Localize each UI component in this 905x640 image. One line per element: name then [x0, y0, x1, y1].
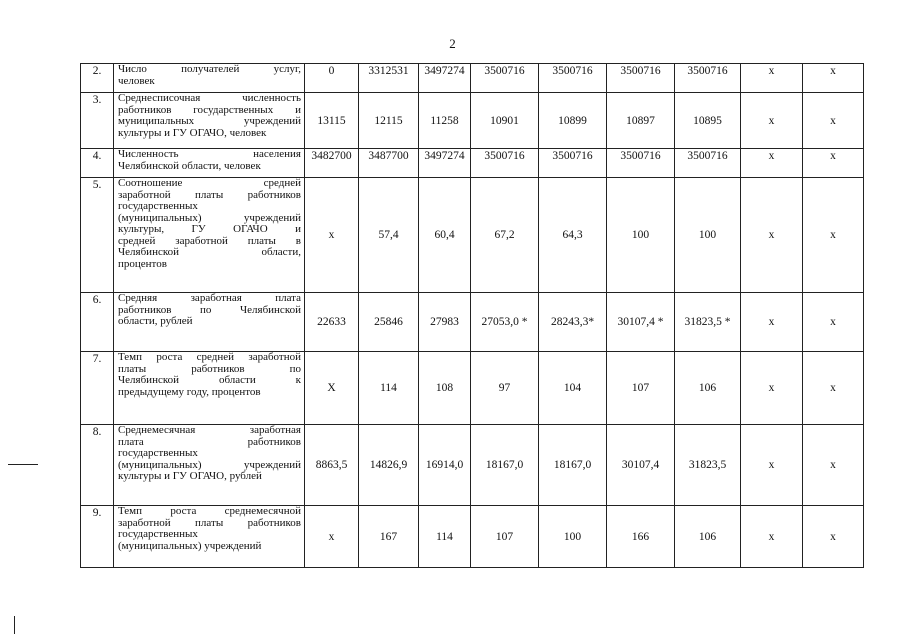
- value-cell: 114: [359, 352, 419, 425]
- indicator-name-line: культуры, ГУ ОГАЧО и: [118, 223, 301, 235]
- value-cell: 18167,0: [471, 425, 539, 506]
- value-cell: х: [741, 506, 803, 568]
- indicator-name-line: Средняя заработная плата: [118, 292, 301, 304]
- value-cell: 8863,5: [305, 425, 359, 506]
- indicator-name-line: Челябинской области к: [118, 374, 301, 386]
- indicator-name-line: культуры и ГУ ОГАЧО, рублей: [118, 470, 262, 482]
- value-cell: 3482700: [305, 149, 359, 178]
- indicator-name: [114, 64, 305, 93]
- value-cell: 10895: [675, 93, 741, 149]
- value-cell: х: [803, 506, 864, 568]
- indicator-name-line: заработной платы работников: [118, 516, 301, 529]
- value-cell: 3500716: [607, 149, 675, 178]
- indicator-name-line: работников по Челябинской: [118, 303, 301, 316]
- value-cell: 0: [305, 64, 359, 93]
- value-cell: 57,4: [359, 178, 419, 293]
- indicator-name-line: Число получателей услуг,: [118, 63, 301, 75]
- indicator-name-line: Темп роста среднемесячной: [118, 505, 301, 517]
- value-cell: 13115: [305, 93, 359, 149]
- value-cell: 100: [539, 506, 607, 568]
- indicator-name-line: Челябинской области,: [118, 246, 301, 258]
- value-cell: 3500716: [471, 149, 539, 178]
- margin-tick: [14, 616, 15, 634]
- row-number: 2.: [81, 64, 114, 93]
- value-cell: 166: [607, 506, 675, 568]
- indicator-name-line: человек: [118, 74, 155, 87]
- row-number: 3.: [81, 93, 114, 149]
- table-row: [81, 506, 864, 568]
- indicator-name-line: Соотношение средней: [118, 177, 301, 189]
- value-cell: 10901: [471, 93, 539, 149]
- indicator-name: [114, 293, 305, 352]
- value-cell: 12115: [359, 93, 419, 149]
- table-row: [81, 149, 864, 178]
- value-cell: х: [741, 64, 803, 93]
- value-cell: 10897: [607, 93, 675, 149]
- indicator-name-line: государственных: [118, 447, 198, 459]
- row-number: 5.: [81, 178, 114, 293]
- value-cell: 64,3: [539, 178, 607, 293]
- value-cell: 108: [419, 352, 471, 425]
- indicator-name-line: Среднемесячная заработная: [118, 424, 301, 436]
- value-cell: 114: [419, 506, 471, 568]
- indicator-name-line: платы работников по: [118, 362, 301, 375]
- value-cell: 30107,4: [607, 425, 675, 506]
- value-cell: х: [741, 293, 803, 352]
- value-cell: 3500716: [471, 64, 539, 93]
- value-cell: 3487700: [359, 149, 419, 178]
- page-number: 2: [449, 36, 456, 51]
- value-cell: х: [803, 352, 864, 425]
- value-cell: 11258: [419, 93, 471, 149]
- value-cell: 14826,9: [359, 425, 419, 506]
- indicator-name-line: Челябинской области, человек: [118, 159, 261, 172]
- indicator-name-line: области, рублей: [118, 315, 193, 327]
- indicator-name: [114, 425, 305, 506]
- value-cell: 100: [675, 178, 741, 293]
- margin-mark: [8, 464, 38, 465]
- value-cell: 3500716: [607, 64, 675, 93]
- value-cell: 3497274: [419, 149, 471, 178]
- table-row: [81, 425, 864, 506]
- value-cell: 104: [539, 352, 607, 425]
- value-cell: х: [803, 149, 864, 178]
- value-cell: 3312531: [359, 64, 419, 93]
- table-row: [81, 93, 864, 149]
- indicator-name-line: предыдущему году, процентов: [118, 385, 261, 398]
- indicators-table: [80, 63, 864, 568]
- indicator-name-line: (муниципальных) учреждений: [118, 211, 301, 224]
- value-cell: х: [741, 149, 803, 178]
- value-cell: х: [741, 178, 803, 293]
- value-cell: 100: [607, 178, 675, 293]
- row-number: 9.: [81, 506, 114, 568]
- value-cell: х: [803, 93, 864, 149]
- value-cell: 31823,5: [675, 425, 741, 506]
- table-row: [81, 64, 864, 93]
- row-number: 6.: [81, 293, 114, 352]
- indicator-name: [114, 352, 305, 425]
- value-cell: Х: [305, 352, 359, 425]
- value-cell: 97: [471, 352, 539, 425]
- value-cell: 106: [675, 506, 741, 568]
- indicator-name-line: государственных: [118, 200, 198, 212]
- indicator-name: [114, 506, 305, 568]
- row-number: 7.: [81, 352, 114, 425]
- value-cell: 27983: [419, 293, 471, 352]
- value-cell: 107: [471, 506, 539, 568]
- indicator-name: [114, 149, 305, 178]
- value-cell: 60,4: [419, 178, 471, 293]
- value-cell: 67,2: [471, 178, 539, 293]
- value-cell: 3500716: [675, 149, 741, 178]
- value-cell: х: [803, 425, 864, 506]
- value-cell: 28243,3*: [539, 293, 607, 352]
- indicator-name: [114, 93, 305, 149]
- row-number: 8.: [81, 425, 114, 506]
- value-cell: 3500716: [675, 64, 741, 93]
- value-cell: 3497274: [419, 64, 471, 93]
- table-row: [81, 293, 864, 352]
- indicator-name-line: муниципальных учреждений: [118, 115, 301, 127]
- indicator-name-line: Темп роста средней заработной: [118, 351, 301, 363]
- table-row: [81, 178, 864, 293]
- indicator-name: [114, 178, 305, 293]
- value-cell: х: [741, 425, 803, 506]
- indicator-name-line: работников государственных и: [118, 103, 301, 116]
- indicator-name-line: Среднесписочная численность: [118, 92, 301, 104]
- indicator-name-line: культуры и ГУ ОГАЧО, человек: [118, 126, 267, 139]
- value-cell: 3500716: [539, 149, 607, 178]
- value-cell: 10899: [539, 93, 607, 149]
- value-cell: х: [305, 178, 359, 293]
- value-cell: 18167,0: [539, 425, 607, 506]
- value-cell: х: [741, 352, 803, 425]
- indicator-name-line: государственных: [118, 528, 198, 540]
- value-cell: 31823,5 *: [675, 293, 741, 352]
- value-cell: 25846: [359, 293, 419, 352]
- value-cell: х: [803, 293, 864, 352]
- value-cell: 3500716: [539, 64, 607, 93]
- indicator-name-line: Численность населения: [118, 148, 301, 160]
- value-cell: 167: [359, 506, 419, 568]
- indicator-name-line: средней заработной платы в: [118, 234, 301, 247]
- value-cell: х: [741, 93, 803, 149]
- table-row: [81, 352, 864, 425]
- table-body: [81, 64, 864, 568]
- indicator-name-line: плата работников: [118, 435, 301, 448]
- indicator-name-line: процентов: [118, 257, 167, 270]
- value-cell: 16914,0: [419, 425, 471, 506]
- value-cell: 30107,4 *: [607, 293, 675, 352]
- row-number: 4.: [81, 149, 114, 178]
- value-cell: 27053,0 *: [471, 293, 539, 352]
- value-cell: х: [305, 506, 359, 568]
- indicator-name-line: (муниципальных) учреждений: [118, 458, 301, 471]
- indicator-name-line: заработной платы работников: [118, 188, 301, 201]
- value-cell: 106: [675, 352, 741, 425]
- value-cell: 22633: [305, 293, 359, 352]
- value-cell: 107: [607, 352, 675, 425]
- indicator-name-line: (муниципальных) учреждений: [118, 539, 262, 552]
- value-cell: х: [803, 178, 864, 293]
- value-cell: х: [803, 64, 864, 93]
